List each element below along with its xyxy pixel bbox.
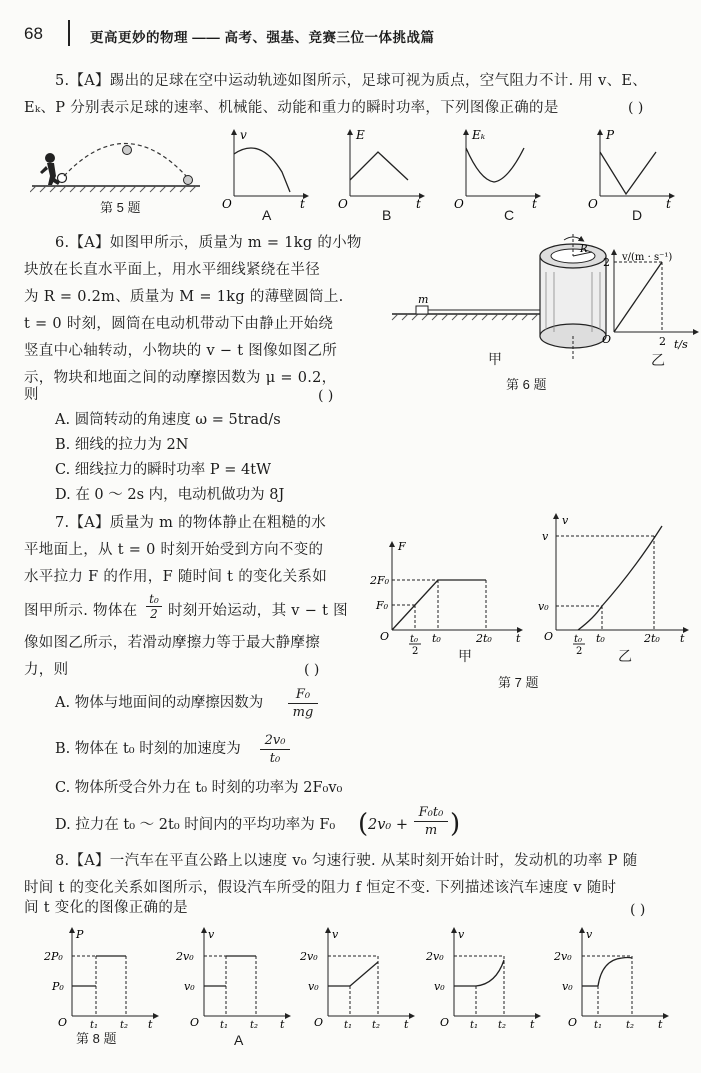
q5a-t-label: t	[300, 197, 305, 210]
q7-line2: 平地面上，从 t = 0 时刻开始受到方向不变的	[24, 542, 324, 558]
q6-yi-ylabel: v/(m · s⁻¹)	[622, 252, 673, 263]
q7-optA-den: mg	[292, 705, 314, 720]
q8-p-t1: t₁	[90, 1020, 99, 1031]
q7-frac-den: 2	[150, 607, 158, 621]
q7-yi-y: v	[562, 514, 569, 527]
q5-fig-caption: 第 5 题	[100, 200, 141, 215]
q5-line1: 5.【A】踢出的足球在空中运动轨迹如图所示，足球可视为质点，空气阻力不计. 用 v、E、	[55, 73, 648, 89]
q5a-origin: O	[222, 197, 232, 210]
q6-figure-yi	[600, 248, 700, 358]
q7-jia-half-den: 2	[412, 646, 419, 657]
q8c-t2: t₂	[498, 1020, 507, 1031]
q7-optD-close-paren: )	[450, 809, 461, 839]
q6-option-a: A. 圆筒转动的角速度 ω = 5trad/s	[55, 412, 281, 428]
q8-graph-d	[552, 926, 672, 1032]
q6-jia-label: 甲	[488, 351, 502, 367]
q8-fig-caption: 第 8 题	[76, 1031, 117, 1046]
q8-power-graph	[40, 926, 160, 1032]
q7-option-b: B. 物体在 t₀ 时刻的加速度为	[55, 741, 241, 757]
block-m-label: m	[418, 293, 429, 306]
page-header	[24, 24, 435, 45]
q5-graph-c	[452, 128, 542, 210]
q8-line3: 间 t 变化的图像正确的是	[24, 900, 188, 916]
q7-optD-den: m	[424, 823, 438, 838]
q6-line4: t = 0 时刻，圆筒在电动机带动下由静止开始绕	[24, 316, 334, 332]
q7-option-d: D. 拉力在 t₀ ～ 2t₀ 时间内的平均功率为 F₀	[55, 817, 336, 833]
book-title: 更高更妙的物理 —— 高考、强基、竞赛三位一体挑战篇	[90, 30, 435, 45]
q7-fig-caption: 第 7 题	[498, 675, 539, 690]
q7-yi-t0: t₀	[596, 632, 605, 645]
q7-optD-num: F₀t₀	[414, 804, 448, 822]
header-divider	[68, 20, 70, 46]
q7-frac-num: t₀	[146, 592, 162, 607]
q8-p-t: t	[148, 1018, 153, 1031]
radius-label: R	[580, 244, 588, 255]
q8d-t1: t₁	[594, 1020, 603, 1031]
q8-p-2P0: 2P₀	[44, 950, 63, 963]
q8d-t: t	[658, 1018, 663, 1031]
q7-jia-F0: F₀	[376, 599, 389, 612]
q5b-t-label: t	[416, 197, 421, 210]
q8b-2v0: 2v₀	[300, 950, 318, 963]
q8-p-y: P	[76, 928, 84, 941]
page-number: 68	[24, 24, 43, 43]
q7-yi-2t0: 2t₀	[644, 632, 660, 645]
q8-p-origin: O	[58, 1016, 68, 1029]
q8a-origin: O	[190, 1016, 200, 1029]
q7-optD-term: 2v₀ +	[368, 817, 408, 833]
q7-jia-2F0: 2F₀	[370, 574, 390, 587]
q6-line6: 示，物块和地面之间的动摩擦因数为 μ = 0.2，	[24, 370, 337, 386]
q7-jia-half-num: t₀	[410, 634, 419, 645]
q5b-origin: O	[338, 197, 348, 210]
q8a-t2: t₂	[250, 1020, 259, 1031]
q7-yi-label: 乙	[618, 648, 632, 664]
q7-option-a-frac	[288, 686, 318, 721]
q8d-t2: t₂	[626, 1020, 635, 1031]
q7-option-c: C. 物体所受合外力在 t₀ 时刻的功率为 2F₀v₀	[55, 780, 343, 796]
q6-yi-origin: O	[602, 333, 612, 346]
q6-line7: 则	[24, 387, 39, 403]
q5d-t-label: t	[666, 197, 671, 210]
q6-answer-paren: ( )	[318, 388, 334, 404]
q5a-y-label: v	[240, 128, 247, 142]
q6-fig-caption: 第 6 题	[506, 377, 547, 392]
q5-graph-d	[586, 128, 676, 210]
q7-optB-num: 2v₀	[260, 732, 290, 750]
q5-option-a-label: A	[262, 207, 272, 223]
q7-jia-origin: O	[380, 630, 390, 643]
q7-line1: 7.【A】质量为 m 的物体静止在粗糙的水	[55, 515, 327, 531]
q8a-y: v	[208, 928, 215, 941]
q8c-origin: O	[440, 1016, 450, 1029]
q8c-t1: t₁	[470, 1020, 479, 1031]
q8b-origin: O	[314, 1016, 324, 1029]
q7-optA-num: F₀	[288, 686, 318, 704]
q5c-y-label: Eₖ	[472, 128, 486, 142]
q5-graph-a	[220, 128, 310, 210]
q7-yi-v: v	[542, 530, 549, 543]
q8d-2v0: 2v₀	[554, 950, 572, 963]
q7-frac-t0-half	[146, 592, 162, 621]
q7-yi-half-num: t₀	[574, 634, 583, 645]
q7-optD-open-paren: (	[358, 809, 369, 839]
q7-figure-yi	[534, 510, 694, 664]
q7-jia-t: t	[516, 632, 521, 645]
q8d-origin: O	[568, 1016, 578, 1029]
q6-line5: 竖直中心轴转动，小物块的 v − t 图像如图乙所	[24, 343, 338, 359]
q7-option-a: A. 物体与地面间的动摩擦因数为	[55, 695, 264, 711]
q6-option-b: B. 细线的拉力为 2N	[55, 437, 189, 453]
q7-option-d-frac	[414, 804, 448, 839]
q7-jia-2t0: 2t₀	[476, 632, 492, 645]
q6-option-c: C. 细线拉力的瞬时功率 P = 4tW	[55, 462, 271, 478]
q7-figure-jia	[370, 534, 530, 664]
q8b-t: t	[404, 1018, 409, 1031]
q8d-y: v	[586, 928, 593, 941]
q7-jia-y: F	[398, 540, 406, 553]
q8-p-t2: t₂	[120, 1020, 129, 1031]
q7-line4b: 时刻开始运动，其 v − t 图	[168, 603, 348, 619]
q7-yi-t: t	[680, 632, 685, 645]
q5-option-b-label: B	[382, 207, 392, 223]
q8-answer-paren: ( )	[630, 902, 646, 918]
q5-answer-paren: ( )	[628, 100, 644, 116]
q8a-2v0: 2v₀	[176, 950, 194, 963]
q7-answer-paren: ( )	[304, 662, 320, 678]
q5b-y-label: E	[356, 128, 365, 142]
q6-line3: 为 R = 0.2m、质量为 M = 1kg 的薄壁圆筒上.	[24, 289, 344, 305]
q6-yi-y2: 2	[603, 256, 610, 269]
kicker-icon	[40, 153, 60, 185]
q7-yi-origin: O	[544, 630, 554, 643]
q8-graph-c	[424, 926, 544, 1032]
q8-option-a-label: A	[234, 1032, 244, 1048]
q5-option-d-label: D	[632, 207, 643, 223]
q8a-t1: t₁	[220, 1020, 229, 1031]
q5c-t-label: t	[532, 197, 537, 210]
q8-graph-a	[174, 926, 294, 1032]
q8-graph-b	[298, 926, 418, 1032]
q8b-v0: v₀	[308, 980, 319, 993]
q7-option-b-frac	[260, 732, 290, 767]
q5c-origin: O	[454, 197, 464, 210]
q5-option-c-label: C	[504, 207, 515, 223]
q7-jia-t0: t₀	[432, 632, 441, 645]
q7-yi-half-den: 2	[576, 646, 583, 657]
q5d-origin: O	[588, 197, 598, 210]
q8b-t1: t₁	[344, 1020, 353, 1031]
q6-yi-label: 乙	[651, 352, 665, 368]
q8c-2v0: 2v₀	[426, 950, 444, 963]
q6-yi-xlabel: t/s	[674, 338, 688, 351]
q6-option-d: D. 在 0 ～ 2s 内，电动机做功为 8J	[55, 487, 285, 503]
q8c-v0: v₀	[434, 980, 445, 993]
q7-line6: 力，则	[24, 662, 69, 678]
q6-yi-x2: 2	[659, 335, 666, 348]
q8a-v0: v₀	[184, 980, 195, 993]
q8b-y: v	[332, 928, 339, 941]
q8c-t: t	[530, 1018, 535, 1031]
q7-jia-label: 甲	[458, 648, 472, 664]
q8-p-P0: P₀	[52, 980, 64, 993]
q7-yi-v0: v₀	[538, 600, 549, 613]
q8d-v0: v₀	[562, 980, 573, 993]
q6-line1: 6.【A】如图甲所示，质量为 m = 1kg 的小物	[55, 235, 362, 251]
q7-line3: 水平拉力 F 的作用，F 随时间 t 的变化关系如	[24, 569, 327, 585]
q7-optB-den: t₀	[269, 751, 281, 766]
q7-line4a: 图甲所示. 物体在	[24, 603, 138, 619]
block-m	[416, 306, 428, 314]
ball-end-icon	[184, 176, 193, 185]
q8a-t: t	[280, 1018, 285, 1031]
ball-top-icon	[123, 146, 132, 155]
q5-graph-b	[336, 128, 426, 210]
q7-line5: 像如图乙所示，若滑动摩擦力等于最大静摩擦	[24, 635, 320, 651]
q8-line2: 时间 t 的变化关系如图所示，假设汽车所受的阻力 f 恒定不变. 下列描述该汽车速度 v 随时	[24, 880, 617, 896]
q8b-t2: t₂	[372, 1020, 381, 1031]
q5-line2: Eₖ、P 分别表示足球的速率、机械能、动能和重力的瞬时功率，下列图像正确的是	[24, 100, 559, 116]
q6-figure-jia	[388, 232, 608, 362]
q8-line1: 8.【A】一汽车在平直公路上以速度 v₀ 匀速行驶. 从某时刻开始计时，发动机的功率 P 随	[55, 853, 638, 869]
q8c-y: v	[458, 928, 465, 941]
q5d-y-label: P	[606, 128, 615, 142]
q6-line2: 块放在长直水平面上，用水平细线紧绕在半径	[24, 262, 320, 278]
